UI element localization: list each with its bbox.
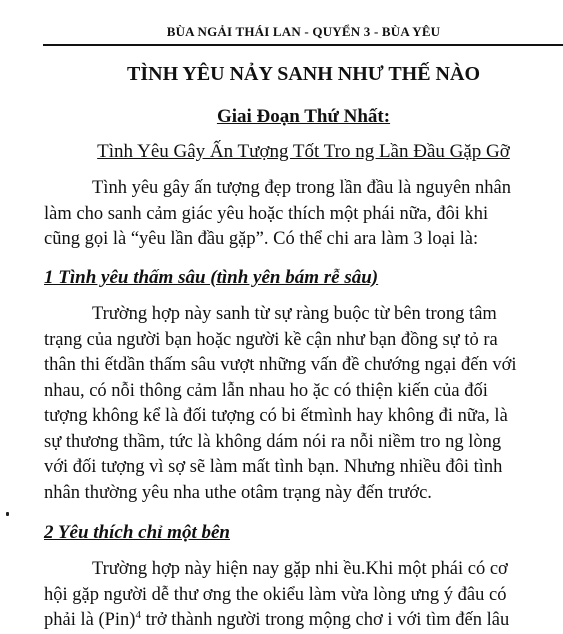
footnote-marker[interactable]: 4	[135, 608, 141, 621]
section-1-line: Trường hợp này sanh từ sự ràng buộc từ bên trong tâm	[92, 304, 497, 324]
header-rule	[43, 44, 563, 46]
section-1-line: nhân thường yêu nha uthe otâm trạng này đến trước.	[44, 482, 432, 503]
intro-paragraph	[44, 176, 563, 253]
intro-line: cũng gọi là “yêu lần đầu gặp”. Có thể chi ara làm 3 loại là:	[44, 229, 479, 249]
section-2-text: phải là (Pin)	[44, 610, 136, 630]
section-1-heading: 1 Tình yêu thấm sâu (tình yên bám rễ sâu)	[44, 267, 379, 288]
chapter-title: TÌNH YÊU NẢY SANH NHƯ THẾ NÀO	[127, 63, 480, 85]
section-1-line: trạng của người bạn hoặc người kề cận như bạn đồng sự tỏ ra	[44, 329, 498, 350]
running-header: BÙA NGẢI THÁI LAN - QUYỂN 3 - BÙA YÊU	[166, 24, 441, 39]
section-1-line: nhau, có nỗi thông cảm lẫn nhau ho ặc có thiện kiến của đối	[44, 380, 488, 401]
section-1-line: sự thương thầm, tức là không dám nói ra nỗi niềm tro ng lòng	[44, 431, 502, 452]
section-1-paragraph	[44, 302, 563, 506]
stage-title: Giai Đoạn Thứ Nhất:	[216, 106, 391, 127]
margin-mark	[6, 512, 9, 516]
section-2-line: Trường hợp này hiện nay gặp nhi ều.Khi một phái có cơ	[92, 559, 508, 579]
section-1-line: với đối tượng vì sợ sẽ làm mất tình bạn. Nhưng nhiều đôi tình	[44, 457, 503, 477]
intro-line: Tình yêu gây ấn tượng đẹp trong lần đầu là nguyên nhân	[92, 178, 511, 198]
intro-line: làm cho sanh cảm giác yêu hoặc thích một phái nữa, đôi khi	[44, 203, 489, 224]
section-1-line: thân thi ếtdần thấm sâu vượt những vấn đề chướng ngại đến với	[44, 355, 517, 375]
section-2-paragraph	[44, 557, 563, 634]
section-1-line: tượng không kể là đối tượng có bi ếtmình hay không đi nữa, là	[44, 406, 508, 426]
section-2-text: trở thành người trong mộng chơ i với tìm đến lâu	[140, 610, 510, 630]
stage-subtitle: Tình Yêu Gây Ấn Tượng Tốt Tro ng Lần Đầu Gặp Gỡ	[97, 141, 510, 162]
section-2-heading: 2 Yêu thích chỉ một bên	[44, 522, 230, 543]
section-2-line: hội gặp người dễ thư ơng the okiểu làm vừa lòng ưng ý đâu có	[44, 584, 507, 605]
section-2-line-with-footnote	[44, 608, 563, 634]
